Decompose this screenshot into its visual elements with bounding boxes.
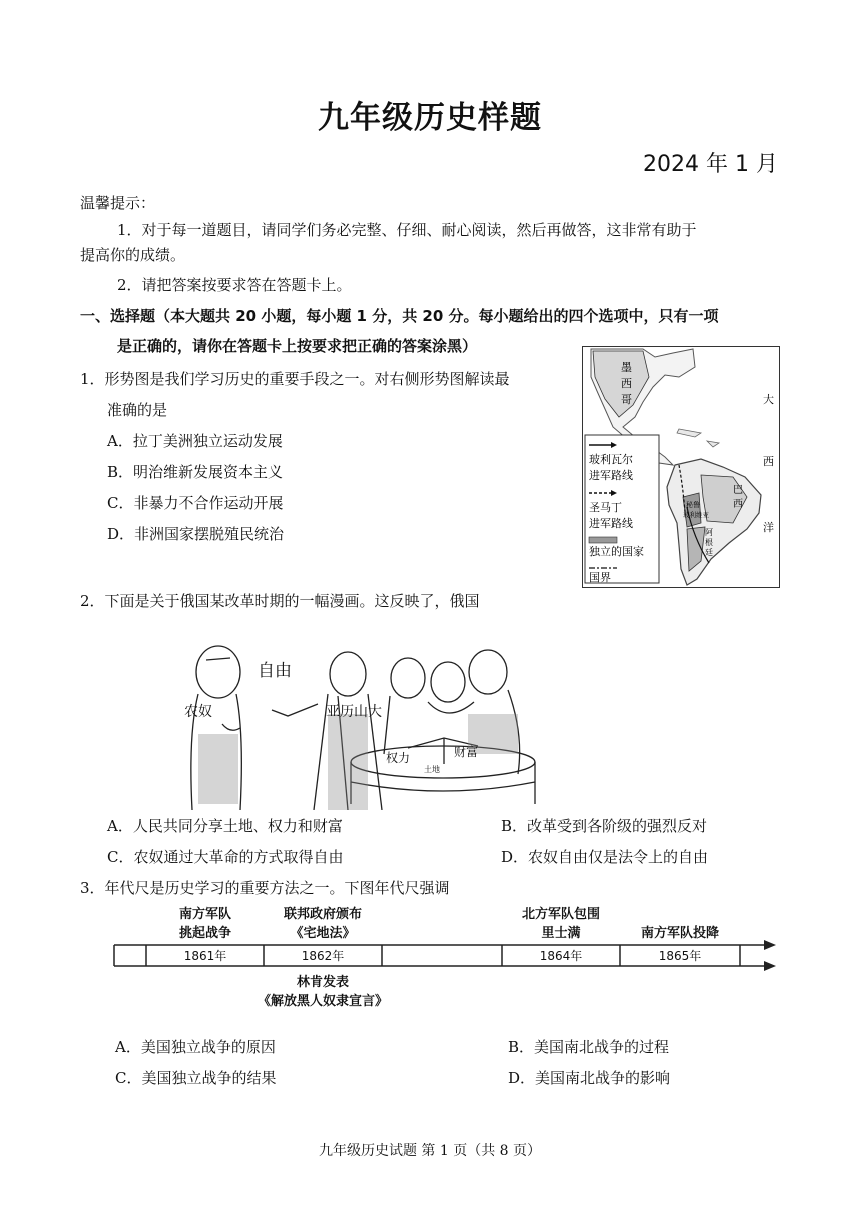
map-drawing	[583, 347, 779, 587]
section-1-heading: 一、选择题（本大题共 20 小题，每小题 1 分，共 20 分。每小题给出的四个选项中，只有一项	[80, 307, 719, 325]
map-label-ocean-1: 大	[763, 393, 774, 406]
q2-option-a[interactable]: A．人民共同分享土地、权力和财富	[107, 817, 343, 835]
q2-stem: 2．下面是关于俄国某改革时期的一幅漫画。这反映了，俄国	[80, 592, 480, 610]
timeline-event-1-line-1: 南方军队	[178, 907, 232, 922]
timeline-event-2-line-2: 《宅地法》	[290, 926, 356, 941]
q3-option-a[interactable]: A．美国独立战争的原因	[115, 1038, 276, 1056]
tip-1-line-2: 提高你的成绩。	[80, 246, 186, 264]
legend-bolivar-2: 进军路线	[589, 469, 633, 482]
q2-option-b[interactable]: B．改革受到各阶级的强烈反对	[501, 817, 708, 835]
legend-independent: 独立的国家	[589, 545, 644, 558]
timeline-event-2-line-1: 联邦政府颁布	[283, 907, 363, 922]
page-title: 九年级历史样题	[318, 100, 542, 136]
legend-san-martin-1: 圣马丁	[589, 501, 622, 514]
exam-date: 2024 年 1 月	[643, 152, 778, 177]
cartoon-drawing	[178, 624, 543, 810]
map-label-brazil-2: 西	[733, 499, 743, 510]
map-label-argentina-3: 廷	[705, 548, 713, 557]
q3-option-c[interactable]: C．美国独立战争的结果	[115, 1069, 277, 1087]
map-label-mexico-1: 墨	[621, 361, 632, 374]
legend-san-martin-2: 进军路线	[589, 517, 633, 530]
map-label-bolivia: 玻利维亚	[683, 511, 709, 519]
tips-heading: 温馨提示：	[80, 194, 156, 212]
map-label-argentina-2: 根	[705, 538, 713, 547]
map-label-argentina-1: 阿	[705, 528, 713, 537]
us-civil-war-timeline	[112, 905, 778, 1015]
q1-option-b[interactable]: B．明治维新发展资本主义	[107, 463, 284, 481]
q2-option-d[interactable]: D．农奴自由仅是法令上的自由	[501, 848, 709, 866]
map-label-ocean-3: 洋	[763, 521, 774, 534]
cartoon-label-land: 土地	[424, 765, 440, 774]
map-label-mexico-2: 西	[621, 377, 632, 390]
cartoon-label-freedom: 自由	[258, 661, 292, 681]
map-label-brazil-1: 巴	[733, 485, 743, 496]
page-footer: 九年级历史试题 第 1 页（共 8 页）	[318, 1143, 542, 1159]
timeline-event-bottom-line-1: 林肯发表	[296, 975, 350, 990]
section-1-heading-cont: 是正确的，请你在答题卡上按要求把正确的答案涂黑）	[117, 337, 478, 355]
timeline-event-3-line-1: 北方军队包围	[521, 907, 601, 922]
q3-stem: 3．年代尺是历史学习的重要方法之一。下图年代尺强调	[80, 879, 450, 897]
tip-2: 2．请把答案按要求答在答题卡上。	[117, 276, 352, 294]
map-label-peru: 秘鲁	[686, 501, 700, 509]
tip-1-line-1: 1．对于每一道题目，请同学们务必完整、仔细、耐心阅读，然后再做答，这非常有助于	[117, 221, 697, 239]
timeline-year-1865: 1865年	[658, 949, 702, 963]
cartoon-label-wealth: 财富	[454, 745, 479, 759]
q3-option-d[interactable]: D．美国南北战争的影响	[508, 1069, 671, 1087]
timeline-event-4: 南方军队投降	[640, 926, 720, 941]
timeline-drawing	[112, 905, 778, 1015]
q1-option-a[interactable]: A．拉丁美洲独立运动发展	[107, 432, 283, 450]
map-label-ocean-2: 西	[763, 455, 774, 468]
q3-option-b[interactable]: B．美国南北战争的过程	[508, 1038, 670, 1056]
q1-option-d[interactable]: D．非洲国家摆脱殖民统治	[107, 525, 285, 543]
cartoon-label-serf: 农奴	[184, 704, 212, 720]
q2-option-c[interactable]: C．农奴通过大革命的方式取得自由	[107, 848, 344, 866]
timeline-event-bottom-line-2: 《解放黑人奴隶宣言》	[257, 994, 389, 1009]
timeline-event-1-line-2: 挑起战争	[178, 926, 232, 941]
reform-cartoon	[178, 624, 543, 810]
q1-stem-line-2: 准确的是	[107, 401, 168, 419]
timeline-year-1861: 1861年	[183, 949, 227, 963]
map-label-mexico-3: 哥	[621, 393, 632, 406]
q1-stem-line-1: 1．形势图是我们学习历史的重要手段之一。对右侧形势图解读最	[80, 370, 510, 388]
legend-bolivar-1: 玻利瓦尔	[589, 453, 633, 466]
latin-america-map	[582, 346, 780, 588]
cartoon-label-power: 权力	[386, 751, 411, 765]
timeline-year-1864: 1864年	[539, 949, 583, 963]
legend-border: 国界	[589, 571, 611, 584]
timeline-year-1862: 1862年	[301, 949, 345, 963]
q1-option-c[interactable]: C．非暴力不合作运动开展	[107, 494, 284, 512]
cartoon-label-alexander: 亚历山大	[326, 704, 382, 720]
timeline-event-3-line-2: 里士满	[541, 926, 581, 941]
